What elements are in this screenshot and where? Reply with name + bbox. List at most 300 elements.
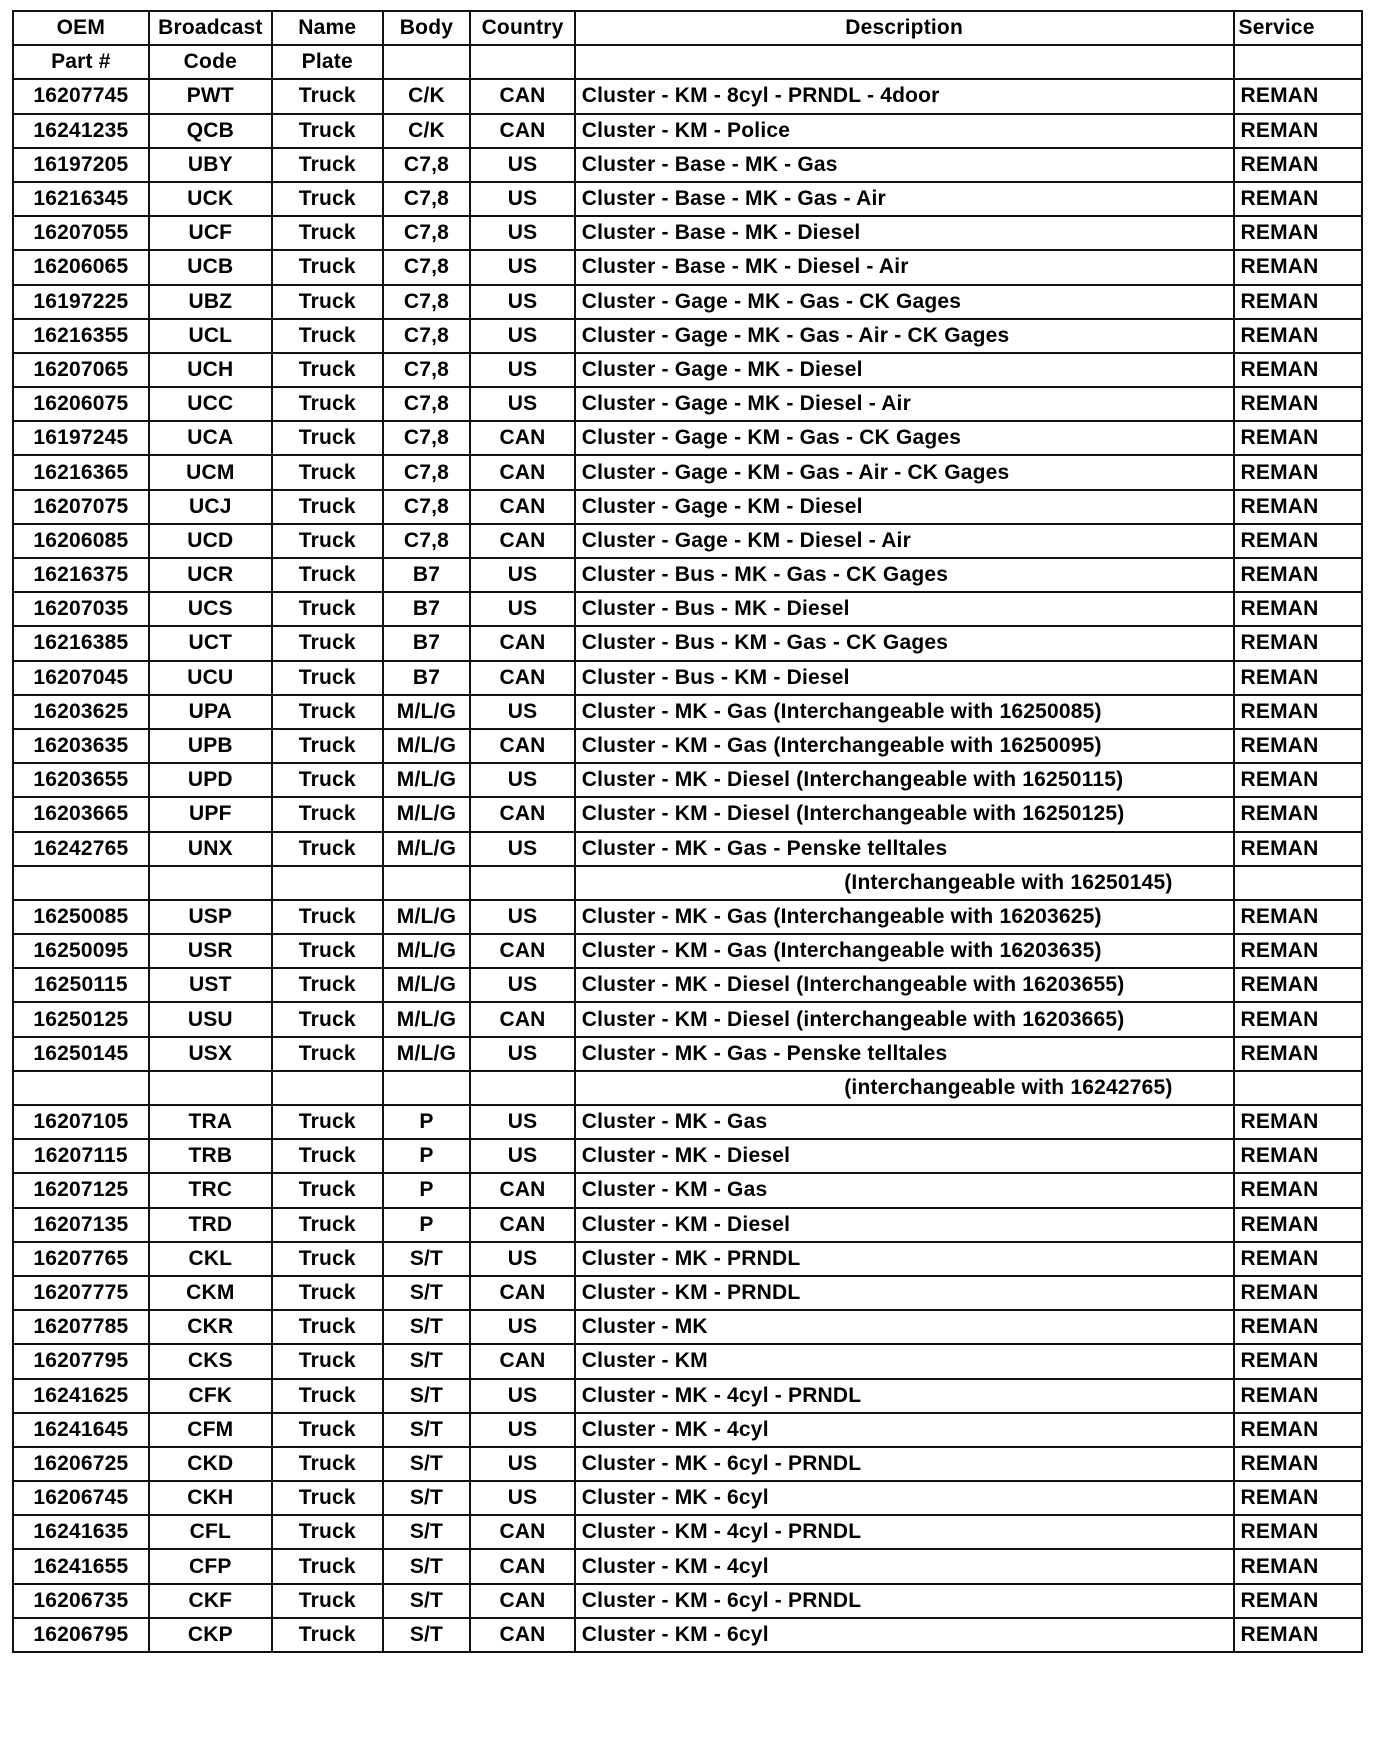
header-row-2 <box>13 45 1362 79</box>
cell-description: Cluster - Gage - MK - Diesel <box>575 353 1234 387</box>
header-oem: OEM <box>13 11 149 45</box>
table-row <box>13 797 1362 831</box>
cell-description: Cluster - MK - Gas (Interchangeable with 16203625) <box>575 900 1234 934</box>
cell-part-number: 16203635 <box>13 729 149 763</box>
cell-part-number: 16197245 <box>13 421 149 455</box>
cell-broadcast-code <box>149 866 272 900</box>
cell-service <box>1234 866 1362 900</box>
cell-broadcast-code: UCB <box>149 250 272 284</box>
cell-description: Cluster - MK - Diesel (Interchangeable with 16250115) <box>575 763 1234 797</box>
cell-part-number: 16207055 <box>13 216 149 250</box>
cell-description: Cluster - KM - Diesel <box>575 1208 1234 1242</box>
cell-country: US <box>470 285 574 319</box>
cell-name-plate: Truck <box>272 1105 383 1139</box>
cell-body: M/L/G <box>383 968 471 1002</box>
parts-sheet <box>12 10 1363 1653</box>
cell-country: CAN <box>470 797 574 831</box>
cell-body: C7,8 <box>383 216 471 250</box>
cell-broadcast-code: QCB <box>149 114 272 148</box>
cell-body: C7,8 <box>383 387 471 421</box>
cell-name-plate: Truck <box>272 832 383 866</box>
table-row <box>13 661 1362 695</box>
cell-service: REMAN <box>1234 182 1362 216</box>
cell-part-number: 16216385 <box>13 626 149 660</box>
cell-name-plate: Truck <box>272 1584 383 1618</box>
cell-part-number: 16197225 <box>13 285 149 319</box>
table-row-continuation <box>13 866 1362 900</box>
header-blank-description <box>575 45 1234 79</box>
cell-service: REMAN <box>1234 1413 1362 1447</box>
cell-service: REMAN <box>1234 285 1362 319</box>
cell-country: US <box>470 353 574 387</box>
cell-country <box>470 866 574 900</box>
cell-description: Cluster - Base - MK - Diesel - Air <box>575 250 1234 284</box>
parts-table-body <box>13 11 1362 1652</box>
cell-description: Cluster - MK - Gas <box>575 1105 1234 1139</box>
cell-name-plate: Truck <box>272 1447 383 1481</box>
cell-part-number: 16207745 <box>13 79 149 113</box>
cell-body: B7 <box>383 558 471 592</box>
cell-service: REMAN <box>1234 797 1362 831</box>
cell-service: REMAN <box>1234 1549 1362 1583</box>
cell-body: S/T <box>383 1379 471 1413</box>
cell-description: Cluster - MK - 4cyl <box>575 1413 1234 1447</box>
cell-service: REMAN <box>1234 353 1362 387</box>
cell-name-plate: Truck <box>272 695 383 729</box>
cell-broadcast-code: UCH <box>149 353 272 387</box>
cell-broadcast-code: CFP <box>149 1549 272 1583</box>
cell-country: US <box>470 1481 574 1515</box>
header-service: Service <box>1234 11 1362 45</box>
cell-body: M/L/G <box>383 832 471 866</box>
cell-part-number: 16242765 <box>13 832 149 866</box>
cell-part-number: 16241235 <box>13 114 149 148</box>
cell-part-number: 16241635 <box>13 1515 149 1549</box>
cell-body <box>383 1071 471 1105</box>
cell-description: Cluster - MK - Gas (Interchangeable with 16250085) <box>575 695 1234 729</box>
cell-country: CAN <box>470 729 574 763</box>
cell-description: Cluster - KM - Gas (Interchangeable with 16203635) <box>575 934 1234 968</box>
cell-part-number: 16206745 <box>13 1481 149 1515</box>
header-broadcast: Broadcast <box>149 11 272 45</box>
cell-service: REMAN <box>1234 968 1362 1002</box>
cell-part-number: 16206725 <box>13 1447 149 1481</box>
cell-name-plate: Truck <box>272 968 383 1002</box>
table-row <box>13 285 1362 319</box>
cell-name-plate: Truck <box>272 250 383 284</box>
cell-description: Cluster - Gage - MK - Diesel - Air <box>575 387 1234 421</box>
cell-description: Cluster - KM - 6cyl <box>575 1618 1234 1652</box>
table-row <box>13 216 1362 250</box>
table-row <box>13 1105 1362 1139</box>
cell-part-number: 16207065 <box>13 353 149 387</box>
cell-part-number: 16207045 <box>13 661 149 695</box>
cell-service: REMAN <box>1234 1310 1362 1344</box>
cell-service: REMAN <box>1234 729 1362 763</box>
cell-service: REMAN <box>1234 1276 1362 1310</box>
cell-broadcast-code: USU <box>149 1002 272 1036</box>
table-row <box>13 1037 1362 1071</box>
cell-service: REMAN <box>1234 1002 1362 1036</box>
table-row <box>13 729 1362 763</box>
cell-body: P <box>383 1173 471 1207</box>
cell-body: M/L/G <box>383 729 471 763</box>
cell-description: Cluster - Base - MK - Diesel <box>575 216 1234 250</box>
table-row <box>13 695 1362 729</box>
cell-broadcast-code: UCD <box>149 524 272 558</box>
cell-broadcast-code: CKD <box>149 1447 272 1481</box>
cell-body: C7,8 <box>383 250 471 284</box>
cell-country: CAN <box>470 1584 574 1618</box>
cell-broadcast-code: CKR <box>149 1310 272 1344</box>
header-blank-country <box>470 45 574 79</box>
cell-broadcast-code: UPF <box>149 797 272 831</box>
cell-part-number: 16241655 <box>13 1549 149 1583</box>
cell-name-plate: Truck <box>272 148 383 182</box>
table-row <box>13 1413 1362 1447</box>
cell-name-plate: Truck <box>272 1173 383 1207</box>
cell-description: Cluster - MK <box>575 1310 1234 1344</box>
cell-part-number: 16216345 <box>13 182 149 216</box>
table-row <box>13 1002 1362 1036</box>
cell-part-number: 16216355 <box>13 319 149 353</box>
cell-description: Cluster - Bus - MK - Diesel <box>575 592 1234 626</box>
table-row <box>13 1481 1362 1515</box>
cell-name-plate: Truck <box>272 490 383 524</box>
cell-country: US <box>470 1242 574 1276</box>
cell-country: US <box>470 1379 574 1413</box>
cell-part-number: 16241645 <box>13 1413 149 1447</box>
cell-name-plate: Truck <box>272 592 383 626</box>
cell-body: B7 <box>383 661 471 695</box>
table-row <box>13 490 1362 524</box>
cell-name-plate: Truck <box>272 626 383 660</box>
table-row <box>13 421 1362 455</box>
cell-part-number: 16207765 <box>13 1242 149 1276</box>
cell-broadcast-code: USR <box>149 934 272 968</box>
cell-broadcast-code <box>149 1071 272 1105</box>
cell-service: REMAN <box>1234 832 1362 866</box>
cell-broadcast-code: UCF <box>149 216 272 250</box>
cell-service: REMAN <box>1234 661 1362 695</box>
cell-part-number: 16207035 <box>13 592 149 626</box>
table-row <box>13 592 1362 626</box>
cell-broadcast-code: USX <box>149 1037 272 1071</box>
cell-body: P <box>383 1105 471 1139</box>
cell-body: B7 <box>383 592 471 626</box>
cell-body: C7,8 <box>383 524 471 558</box>
cell-broadcast-code: CFK <box>149 1379 272 1413</box>
cell-body: C7,8 <box>383 353 471 387</box>
cell-country: CAN <box>470 455 574 489</box>
cell-name-plate: Truck <box>272 1344 383 1378</box>
cell-country: CAN <box>470 626 574 660</box>
table-row <box>13 1447 1362 1481</box>
cell-broadcast-code: UCM <box>149 455 272 489</box>
cell-part-number <box>13 1071 149 1105</box>
cell-country: CAN <box>470 524 574 558</box>
cell-part-number: 16216375 <box>13 558 149 592</box>
table-row <box>13 1549 1362 1583</box>
cell-broadcast-code: TRC <box>149 1173 272 1207</box>
cell-name-plate: Truck <box>272 1310 383 1344</box>
cell-description: Cluster - KM - 6cyl - PRNDL <box>575 1584 1234 1618</box>
cell-service: REMAN <box>1234 148 1362 182</box>
cell-service: REMAN <box>1234 592 1362 626</box>
cell-broadcast-code: UCT <box>149 626 272 660</box>
cell-country: US <box>470 695 574 729</box>
cell-name-plate: Truck <box>272 1002 383 1036</box>
cell-part-number: 16206085 <box>13 524 149 558</box>
cell-name-plate <box>272 1071 383 1105</box>
cell-name-plate: Truck <box>272 763 383 797</box>
cell-description: Cluster - KM - Diesel (interchangeable with 16203665) <box>575 1002 1234 1036</box>
cell-broadcast-code: CFL <box>149 1515 272 1549</box>
table-row <box>13 1242 1362 1276</box>
table-row <box>13 1584 1362 1618</box>
cell-country: US <box>470 1413 574 1447</box>
cell-part-number: 16207125 <box>13 1173 149 1207</box>
cell-description: Cluster - KM - 4cyl <box>575 1549 1234 1583</box>
cell-part-number: 16206795 <box>13 1618 149 1652</box>
cell-service: REMAN <box>1234 1208 1362 1242</box>
cell-name-plate: Truck <box>272 353 383 387</box>
cell-part-number: 16207775 <box>13 1276 149 1310</box>
cell-broadcast-code: CKP <box>149 1618 272 1652</box>
cell-body: S/T <box>383 1618 471 1652</box>
cell-service: REMAN <box>1234 695 1362 729</box>
cell-country: US <box>470 1139 574 1173</box>
cell-broadcast-code: UBY <box>149 148 272 182</box>
cell-name-plate: Truck <box>272 1618 383 1652</box>
cell-name-plate: Truck <box>272 661 383 695</box>
header-blank-service <box>1234 45 1362 79</box>
cell-country: US <box>470 900 574 934</box>
cell-body: M/L/G <box>383 763 471 797</box>
cell-body: C/K <box>383 79 471 113</box>
cell-description: Cluster - MK - Diesel <box>575 1139 1234 1173</box>
cell-part-number: 16250115 <box>13 968 149 1002</box>
cell-country: US <box>470 250 574 284</box>
cell-broadcast-code: UCR <box>149 558 272 592</box>
cell-name-plate: Truck <box>272 1037 383 1071</box>
cell-country: US <box>470 558 574 592</box>
cell-description: Cluster - MK - 4cyl - PRNDL <box>575 1379 1234 1413</box>
cell-country: CAN <box>470 1549 574 1583</box>
cell-country: US <box>470 832 574 866</box>
cell-country: CAN <box>470 114 574 148</box>
table-row <box>13 934 1362 968</box>
cell-country: US <box>470 319 574 353</box>
cell-broadcast-code: UST <box>149 968 272 1002</box>
table-row <box>13 1344 1362 1378</box>
cell-country: US <box>470 1105 574 1139</box>
cell-body: C7,8 <box>383 285 471 319</box>
cell-name-plate: Truck <box>272 900 383 934</box>
table-row <box>13 524 1362 558</box>
cell-broadcast-code: UNX <box>149 832 272 866</box>
cell-body: S/T <box>383 1549 471 1583</box>
cell-country: US <box>470 1037 574 1071</box>
header-description: Description <box>575 11 1234 45</box>
cell-country: CAN <box>470 934 574 968</box>
cell-part-number: 16206065 <box>13 250 149 284</box>
cell-body: S/T <box>383 1515 471 1549</box>
cell-description: Cluster - MK - 6cyl - PRNDL <box>575 1447 1234 1481</box>
cell-body: M/L/G <box>383 797 471 831</box>
cell-name-plate: Truck <box>272 1515 383 1549</box>
cell-body: C7,8 <box>383 182 471 216</box>
cell-description: Cluster - KM - Diesel (Interchangeable with 16250125) <box>575 797 1234 831</box>
cell-broadcast-code: UCL <box>149 319 272 353</box>
cell-body: C/K <box>383 114 471 148</box>
table-row <box>13 1379 1362 1413</box>
cell-service: REMAN <box>1234 1242 1362 1276</box>
cell-body: C7,8 <box>383 148 471 182</box>
cell-name-plate: Truck <box>272 1242 383 1276</box>
table-row <box>13 626 1362 660</box>
cell-broadcast-code: TRD <box>149 1208 272 1242</box>
cell-broadcast-code: CKM <box>149 1276 272 1310</box>
cell-body: M/L/G <box>383 934 471 968</box>
cell-country: CAN <box>470 79 574 113</box>
cell-body: S/T <box>383 1584 471 1618</box>
header-body: Body <box>383 11 471 45</box>
table-row <box>13 114 1362 148</box>
cell-body: P <box>383 1139 471 1173</box>
cell-name-plate: Truck <box>272 387 383 421</box>
cell-name-plate: Truck <box>272 1481 383 1515</box>
cell-part-number: 16207105 <box>13 1105 149 1139</box>
cell-country: CAN <box>470 421 574 455</box>
cell-part-number: 16207115 <box>13 1139 149 1173</box>
cell-body: M/L/G <box>383 1037 471 1071</box>
cell-broadcast-code: CFM <box>149 1413 272 1447</box>
cell-description: Cluster - Base - MK - Gas <box>575 148 1234 182</box>
cell-body: C7,8 <box>383 421 471 455</box>
cell-body: S/T <box>383 1242 471 1276</box>
cell-name-plate: Truck <box>272 421 383 455</box>
cell-part-number: 16207075 <box>13 490 149 524</box>
cell-service: REMAN <box>1234 558 1362 592</box>
cell-broadcast-code: UPB <box>149 729 272 763</box>
cell-broadcast-code: UBZ <box>149 285 272 319</box>
table-row <box>13 387 1362 421</box>
cell-name-plate: Truck <box>272 1208 383 1242</box>
table-row <box>13 900 1362 934</box>
table-row-continuation <box>13 1071 1362 1105</box>
cell-body: C7,8 <box>383 455 471 489</box>
cell-broadcast-code: USP <box>149 900 272 934</box>
cell-name-plate: Truck <box>272 319 383 353</box>
cell-description: Cluster - KM - 8cyl - PRNDL - 4door <box>575 79 1234 113</box>
cell-body: P <box>383 1208 471 1242</box>
cell-service: REMAN <box>1234 216 1362 250</box>
cell-service: REMAN <box>1234 250 1362 284</box>
cell-name-plate: Truck <box>272 216 383 250</box>
cell-service: REMAN <box>1234 1173 1362 1207</box>
header-code: Code <box>149 45 272 79</box>
cell-service: REMAN <box>1234 1379 1362 1413</box>
cell-broadcast-code: UCK <box>149 182 272 216</box>
cell-service <box>1234 1071 1362 1105</box>
cell-part-number: 16207795 <box>13 1344 149 1378</box>
cell-part-number: 16203665 <box>13 797 149 831</box>
table-row <box>13 763 1362 797</box>
cell-description: Cluster - KM - PRNDL <box>575 1276 1234 1310</box>
cell-name-plate: Truck <box>272 285 383 319</box>
cell-service: REMAN <box>1234 1618 1362 1652</box>
cell-country: CAN <box>470 1002 574 1036</box>
cell-part-number: 16203625 <box>13 695 149 729</box>
cell-name-plate: Truck <box>272 1139 383 1173</box>
cell-service: REMAN <box>1234 114 1362 148</box>
cell-description: Cluster - MK - Gas - Penske telltales <box>575 832 1234 866</box>
cell-body <box>383 866 471 900</box>
cell-name-plate: Truck <box>272 558 383 592</box>
header-row-1 <box>13 11 1362 45</box>
cell-name-plate <box>272 866 383 900</box>
cell-description: Cluster - Bus - KM - Gas - CK Gages <box>575 626 1234 660</box>
cell-part-number: 16216365 <box>13 455 149 489</box>
table-row <box>13 148 1362 182</box>
table-row <box>13 1276 1362 1310</box>
cell-description: Cluster - Bus - MK - Gas - CK Gages <box>575 558 1234 592</box>
cell-broadcast-code: UCA <box>149 421 272 455</box>
cell-part-number: 16250095 <box>13 934 149 968</box>
cell-service: REMAN <box>1234 421 1362 455</box>
cell-service: REMAN <box>1234 1105 1362 1139</box>
cell-name-plate: Truck <box>272 79 383 113</box>
cell-country: US <box>470 968 574 1002</box>
cell-country: CAN <box>470 661 574 695</box>
cell-part-number: 16197205 <box>13 148 149 182</box>
cell-body: S/T <box>383 1344 471 1378</box>
cell-broadcast-code: CKL <box>149 1242 272 1276</box>
table-row <box>13 1208 1362 1242</box>
cell-name-plate: Truck <box>272 1549 383 1583</box>
cell-body: M/L/G <box>383 695 471 729</box>
cell-broadcast-code: TRA <box>149 1105 272 1139</box>
cell-description: Cluster - MK - Gas - Penske telltales <box>575 1037 1234 1071</box>
cell-body: S/T <box>383 1447 471 1481</box>
cell-country: US <box>470 216 574 250</box>
cell-name-plate: Truck <box>272 729 383 763</box>
cell-service: REMAN <box>1234 1139 1362 1173</box>
cell-broadcast-code: CKF <box>149 1584 272 1618</box>
table-row <box>13 1515 1362 1549</box>
cell-service: REMAN <box>1234 524 1362 558</box>
cell-broadcast-code: TRB <box>149 1139 272 1173</box>
cell-description: (interchangeable with 16242765) <box>575 1071 1234 1105</box>
cell-service: REMAN <box>1234 1037 1362 1071</box>
cell-part-number: 16241625 <box>13 1379 149 1413</box>
cell-country <box>470 1071 574 1105</box>
cell-service: REMAN <box>1234 79 1362 113</box>
cell-service: REMAN <box>1234 763 1362 797</box>
header-name: Name <box>272 11 383 45</box>
table-row <box>13 455 1362 489</box>
table-row <box>13 182 1362 216</box>
cell-name-plate: Truck <box>272 1413 383 1447</box>
cell-service: REMAN <box>1234 1344 1362 1378</box>
cell-description: Cluster - KM - Gas (Interchangeable with 16250095) <box>575 729 1234 763</box>
cell-part-number: 16207785 <box>13 1310 149 1344</box>
cell-body: M/L/G <box>383 1002 471 1036</box>
table-row <box>13 968 1362 1002</box>
cell-description: Cluster - KM - 4cyl - PRNDL <box>575 1515 1234 1549</box>
cell-body: S/T <box>383 1413 471 1447</box>
